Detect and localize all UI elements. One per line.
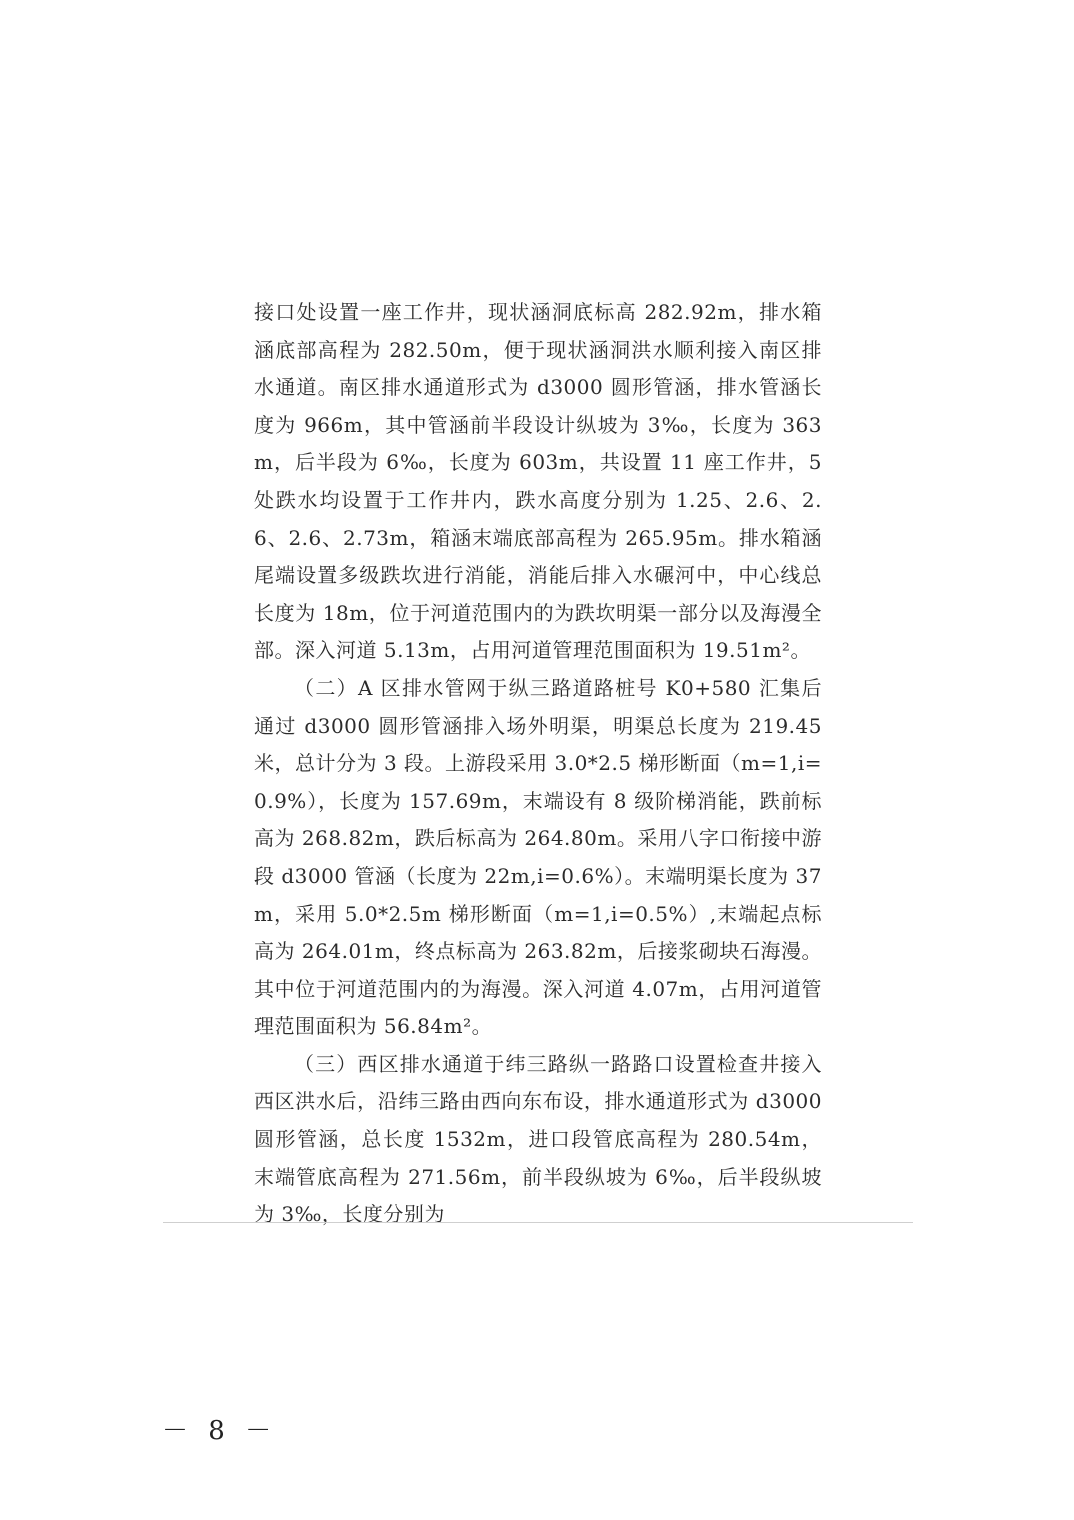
paragraph-west-drainage: （三）西区排水通道于纬三路纵一路路口设置检查井接入西区洪水后，沿纬三路由西向东布设，排水通道形式为 d3000 圆形管涵，总长度 1532m，进口段管底高程为 280.54m，末端管底高程为 271.56m，前半段纵坡为 6‰，后半段纵坡为 3‰，长度分别为 (254, 1051, 822, 1227)
paragraph-zone-a-drainage: （二）A 区排水管网于纵三路道路桩号 K0+580 汇集后通过 d3000 圆形管涵排入场外明渠，明渠总长度为 219.45 米，总计分为 3 段。上游段采用 3.0*2.5 梯形断面（m=1,i=0.9%），长度为 157.69m，末端设有 8 级阶梯消能，跌前标高为 268.82m，跌后标高为 264.80m。采用八字口衔接中游段 d3000 管涵（长度为 22m,i=0.6%）。末端明渠长度为 37m，采用 5.0*2.5m 梯形断面（m=1,i=0.5%）,末端起点标高为 264.01m，终点标高为 263.82m，后接浆砌块石海漫。其中位于河道范围内的为海漫。深入河道 4.07m，占用河道管理范围面积为 56.84m²。 (254, 675, 822, 1039)
footer-divider (163, 1222, 913, 1223)
page-number: － 8 － (162, 1416, 278, 1446)
paragraph-drainage-south: 接口处设置一座工作井，现状涵洞底标高 282.92m，排水箱涵底部高程为 282.50m，便于现状涵洞洪水顺利接入南区排水通道。南区排水通道形式为 d3000 圆形管涵，排水管涵长度为 966m，其中管涵前半段设计纵坡为 3‰，长度为 363m，后半段为 6‰，长度为 603m，共设置 11 座工作井，5 处跌水均设置于工作井内，跌水高度分别为 1.25、2.6、2.6、2.6、2.73m，箱涵末端底部高程为 265.95m。排水箱涵尾端设置多级跌坎进行消能，消能后排入水碾河中，中心线总长度为 18m，位于河道范围内的为跌坎明渠一部分以及海漫全部。深入河道 5.13m，占用河道管理范围面积为 19.51m²。 (254, 300, 822, 663)
body-text (254, 294, 822, 1234)
